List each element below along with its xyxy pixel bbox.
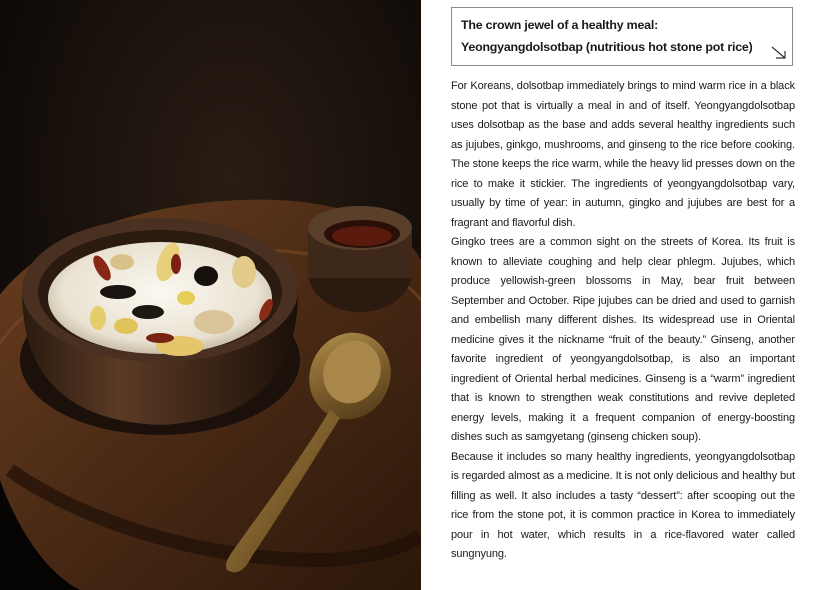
article-title-box: [451, 7, 793, 66]
article-paragraph-3: Because it includes so many healthy ingredients, yeongyangdolsotbap is regarded almost as a medicine. It is not only delicious and healthy but filling as well. It also includes a tasty “dessert”: after scooping out the rice from the stone pot, it is common practice in Korea to immediately pour in hot water, which results in a rice-flavored water called sungnyung.: [451, 450, 795, 560]
article-title-line2: Yeongyangdolsotbap (nutritious hot stone pot rice): [461, 40, 753, 54]
article-paragraph-1: For Koreans, dolsotbap immediately brings to mind warm rice in a black stone pot that is virtually a meal in and of itself. Yeongyangdolsotbap uses dolsotbap as the base and adds several healthy ingredients such as jujubes, ginkgo, mushrooms, and ginseng to the rice before cooking. The stone keeps the rice warm, while the heavy lid presses down on the rice to make it stickier. The ingredients of yeongyangdolsotbap vary, usually by time of year: in autumn, gingko and jujubes are best for a fragrant and flavorful dish.: [451, 80, 795, 229]
article-body: [451, 77, 795, 565]
article-title-line1: The crown jewel of a healthy meal:: [461, 18, 659, 32]
arrow-down-right-icon: [771, 46, 787, 60]
article-paragraph-2: Gingko trees are a common sight on the streets of Korea. Its fruit is known to alleviate coughing and help clear phlegm. Jujubes, which produce yellowish-green blossoms in May, bear fruit between September and October. Ripe jujubes can be dried and used to garnish and embellish many different dishes. Its widespread use in Oriental medicine gives it the nickname “fruit of the beauty.” Ginseng, another favorite ingredient of yeongyangdolsotbap, is also an important ingredient of Oriental herbal medicines. Ginseng is a “warm” ingredient that is known to strengthen weak constitutions and revive depleted energy levels, making it a frequent companion of energy-boosting dishes such as samgyetang (ginseng chicken soup).: [451, 236, 795, 443]
